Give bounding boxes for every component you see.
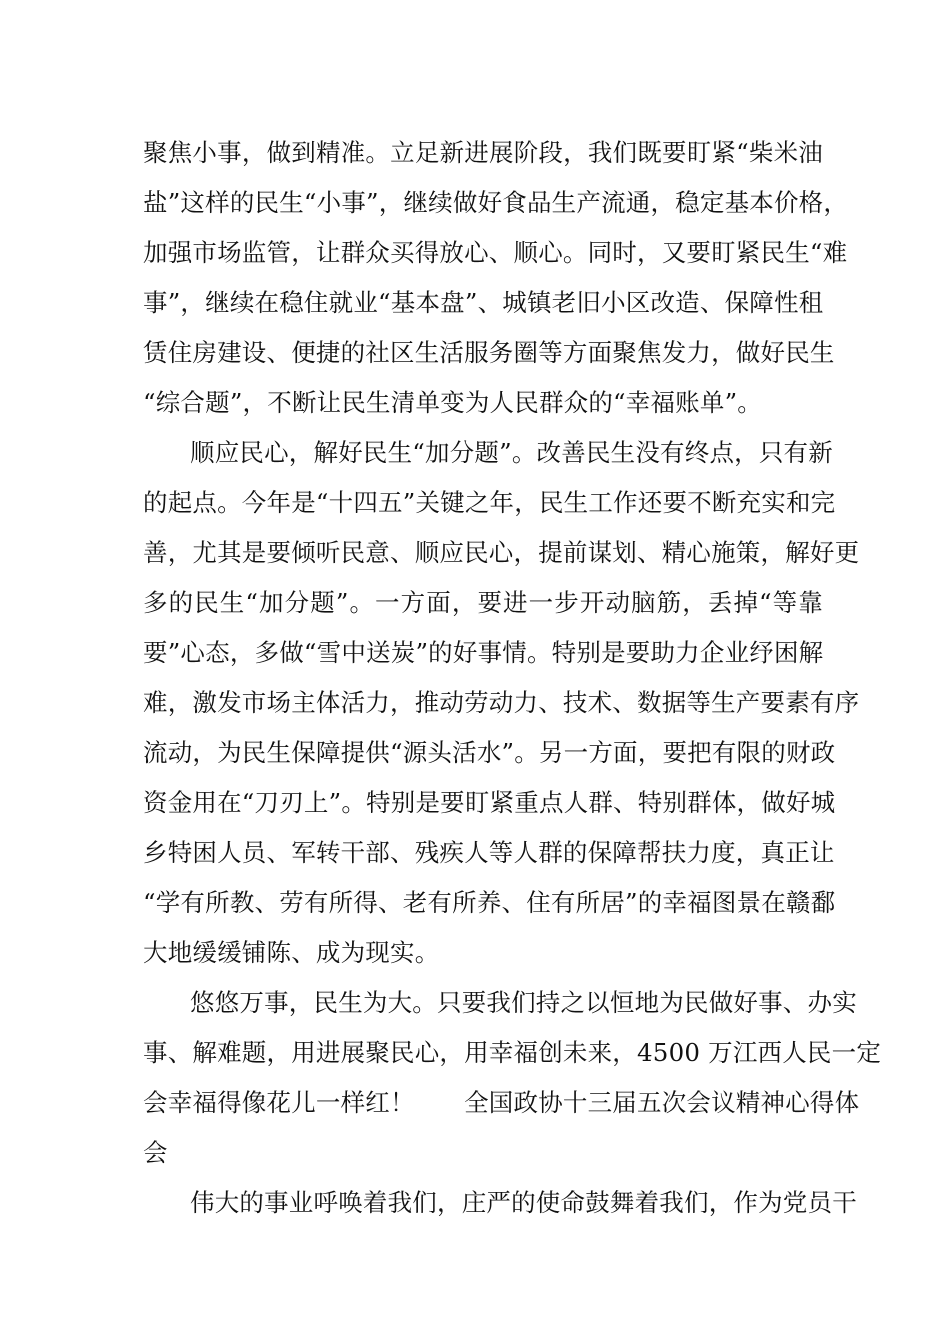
paragraph-first-line: 伟大的事业呼唤着我们，庄严的使命鼓舞着我们，作为党员干 [190,1188,857,1217]
text-line: 难，激发市场主体活力，推动劳动力、技术、数据等生产要素有序 [143,688,860,717]
text-line: 会幸福得像花儿一样红！ 全国政协十三届五次会议精神心得体 [143,1088,860,1117]
text-line: 赁住房建设、便捷的社区生活服务圈等方面聚焦发力，做好民生 [143,338,835,367]
text-line: “综合题”，不断让民生清单变为人民群众的“幸福账单”。 [143,388,762,417]
text-line: 流动，为民生保障提供“源头活水”。另一方面，要把有限的财政 [143,738,836,767]
text-line: 会 [143,1138,168,1167]
text-line: 事”，继续在稳住就业“基本盘”、城镇老旧小区改造、保障性租 [143,288,824,317]
text-line: 聚焦小事，做到精准。立足新进展阶段，我们既要盯紧“柴米油 [143,138,823,167]
text-line: “学有所教、劳有所得、老有所养、住有所居”的幸福图景在赣鄱 [143,888,836,917]
text-line: 多的民生“加分题”。一方面，要进一步开动脑筋，丢掉“等靠 [143,588,823,617]
paragraph-first-line: 悠悠万事，民生为大。只要我们持之以恒地为民做好事、办实 [190,988,857,1017]
text-line: 要”心态，多做“雪中送炭”的好事情。特别是要助力企业纾困解 [143,638,824,667]
text-line: 盐”这样的民生“小事”，继续做好食品生产流通，稳定基本价格， [143,188,849,217]
text-line: 加强市场监管，让群众买得放心、顺心。同时，又要盯紧民生“难 [143,238,848,267]
text-line: 的起点。今年是“十四五”关键之年，民生工作还要不断充实和完 [143,488,836,517]
text-line: 事、解难题，用进展聚民心，用幸福创未来，4500 万江西人民一定 [143,1038,882,1067]
text-line: 大地缓缓铺陈、成为现实。 [143,938,440,967]
text-line: 资金用在“刀刃上”。特别是要盯紧重点人群、特别群体，做好城 [143,788,836,817]
text-line: 善，尤其是要倾听民意、顺应民心，提前谋划、精心施策，解好更 [143,538,860,567]
paragraph-first-line: 顺应民心，解好民生“加分题”。改善民生没有终点，只有新 [190,438,833,467]
text-line: 乡特困人员、军转干部、残疾人等人群的保障帮扶力度，真正让 [143,838,835,867]
